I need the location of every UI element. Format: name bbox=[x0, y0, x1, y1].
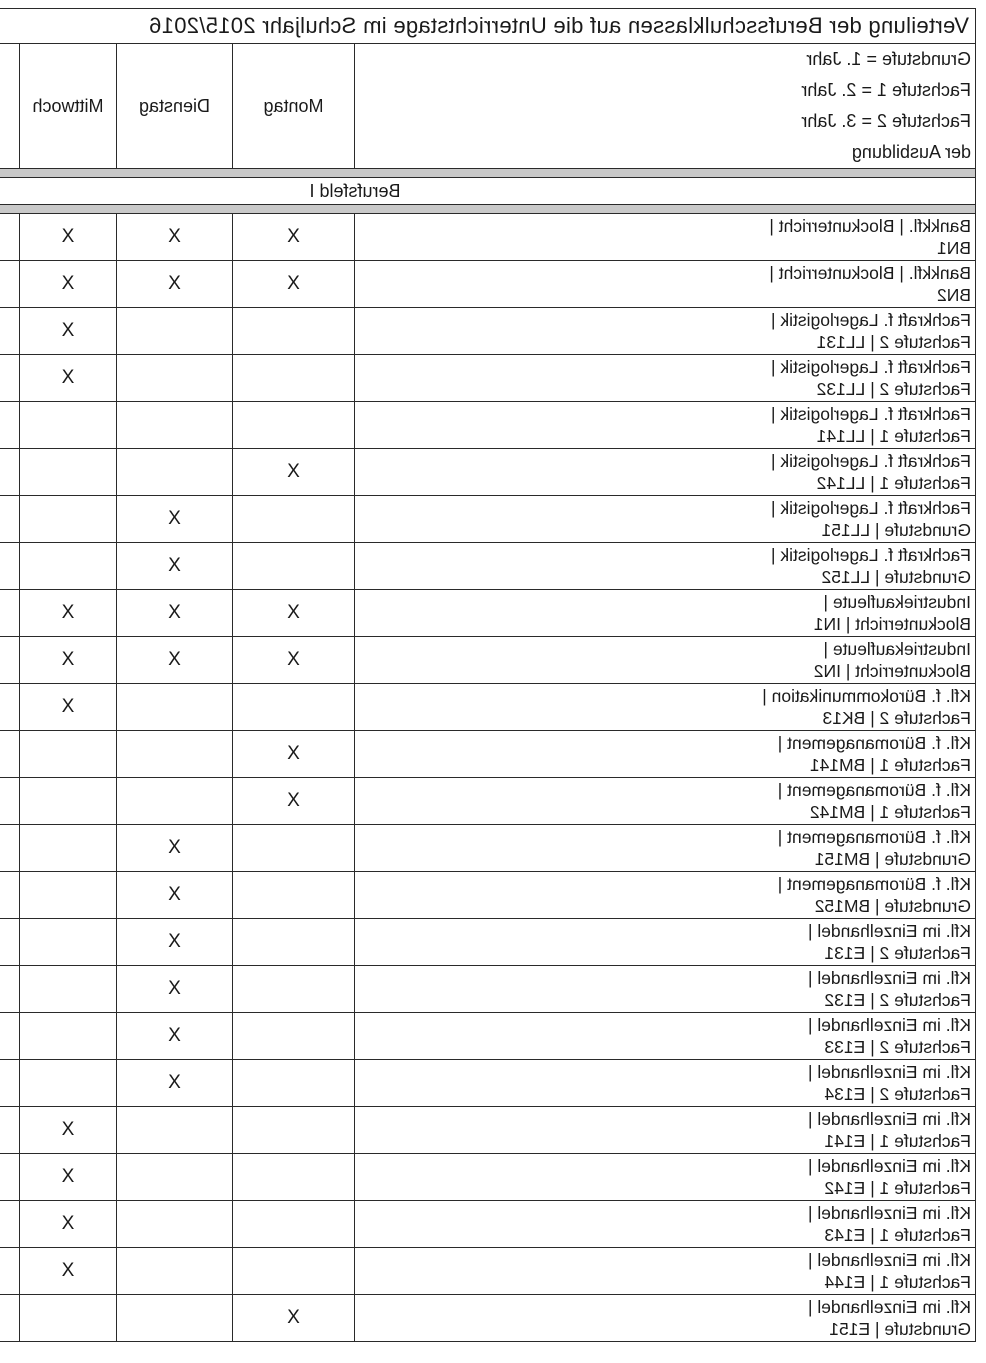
mark-mon bbox=[233, 496, 355, 543]
class-name-line2: Fachstufe 1 | LL142 bbox=[816, 473, 971, 493]
mark-mon bbox=[233, 308, 355, 355]
class-name-cell bbox=[355, 1201, 976, 1248]
mark-thu bbox=[0, 449, 20, 496]
class-name-line2: Fachstufe 1 | E143 bbox=[824, 1225, 971, 1245]
mark-tue bbox=[117, 402, 233, 449]
mark-thu bbox=[0, 872, 20, 919]
table-row bbox=[0, 496, 976, 543]
class-name-line1: Kfl. f. Büromanagement | bbox=[777, 780, 971, 800]
mark-wed bbox=[20, 496, 117, 543]
class-name-line2: Grundstufe | LL152 bbox=[821, 567, 971, 587]
class-name-line1: Kfl. im Einzelhandel | bbox=[807, 921, 971, 941]
class-name-cell bbox=[355, 308, 976, 355]
mark-wed bbox=[20, 1060, 117, 1107]
mark-thu bbox=[0, 214, 20, 261]
mark-tue: X bbox=[117, 590, 233, 637]
class-name-cell bbox=[355, 966, 976, 1013]
mark-thu bbox=[0, 1248, 20, 1295]
class-name-line2: Fachstufe 1 | E141 bbox=[824, 1131, 971, 1151]
class-name-cell bbox=[355, 731, 976, 778]
day-header-thursday bbox=[0, 44, 20, 169]
class-name-cell bbox=[355, 872, 976, 919]
class-name-cell bbox=[355, 825, 976, 872]
class-name-cell bbox=[355, 778, 976, 825]
mark-thu bbox=[0, 778, 20, 825]
mark-thu bbox=[0, 308, 20, 355]
table-row bbox=[0, 1107, 976, 1154]
class-name-cell bbox=[355, 496, 976, 543]
table-row bbox=[0, 402, 976, 449]
table-row bbox=[0, 872, 976, 919]
mark-tue: X bbox=[117, 214, 233, 261]
mark-tue: X bbox=[117, 825, 233, 872]
class-name-line2: Fachstufe 1 | BM142 bbox=[809, 802, 971, 822]
mark-wed: X bbox=[20, 1154, 117, 1201]
mark-thu bbox=[0, 543, 20, 590]
class-name-cell bbox=[355, 637, 976, 684]
mark-thu bbox=[0, 919, 20, 966]
mark-tue: X bbox=[117, 543, 233, 590]
mark-mon: X bbox=[233, 261, 355, 308]
class-name-line2: BN1 bbox=[936, 238, 971, 258]
class-name-line1: Kfl. im Einzelhandel | bbox=[807, 1015, 971, 1035]
mark-mon: X bbox=[233, 214, 355, 261]
mark-mon bbox=[233, 1154, 355, 1201]
mark-tue bbox=[117, 355, 233, 402]
class-name-line2: Fachstufe 2 | BK13 bbox=[822, 708, 971, 728]
mark-thu bbox=[0, 402, 20, 449]
table-title: Verteilung der Berufsschulklassen auf die Unterrichtstage im Schuljahr 2015/2016 bbox=[0, 9, 976, 44]
mark-wed: X bbox=[20, 590, 117, 637]
mark-thu bbox=[0, 496, 20, 543]
mark-tue bbox=[117, 1154, 233, 1201]
mark-thu bbox=[0, 1107, 20, 1154]
class-name-line1: Fachkraft f. Lagerlogistik | bbox=[770, 498, 971, 518]
separator-row bbox=[0, 169, 976, 178]
class-name-line1: Bankkfl. | Blockunterricht | bbox=[769, 263, 971, 283]
mark-tue: X bbox=[117, 496, 233, 543]
class-name-cell bbox=[355, 684, 976, 731]
table-row bbox=[0, 919, 976, 966]
class-name-line2: Fachstufe 2 | E131 bbox=[824, 943, 971, 963]
class-name-cell bbox=[355, 449, 976, 496]
class-name-line1: Kfl. im Einzelhandel | bbox=[807, 1156, 971, 1176]
class-name-cell bbox=[355, 1295, 976, 1342]
class-name-line1: Industriekaufleute | bbox=[823, 592, 971, 612]
class-name-line2: Fachstufe 1 | E142 bbox=[824, 1178, 971, 1198]
table-row bbox=[0, 261, 976, 308]
day-header-monday: Montag bbox=[233, 44, 355, 169]
class-name-line1: Kfl. im Einzelhandel | bbox=[807, 1109, 971, 1129]
class-name-line2: Fachstufe 2 | E134 bbox=[824, 1084, 971, 1104]
mark-mon bbox=[233, 1107, 355, 1154]
class-name-line1: Fachkraft f. Lagerlogistik | bbox=[770, 545, 971, 565]
mark-mon bbox=[233, 825, 355, 872]
class-name-line1: Kfl. im Einzelhandel | bbox=[807, 968, 971, 988]
class-name-cell bbox=[355, 402, 976, 449]
class-name-cell bbox=[355, 543, 976, 590]
class-name-cell bbox=[355, 1013, 976, 1060]
class-name-line2: Fachstufe 1 | LL141 bbox=[816, 426, 971, 446]
day-header-wednesday: Mittwoch bbox=[20, 44, 117, 169]
class-name-line2: Fachstufe 1 | E144 bbox=[824, 1272, 971, 1292]
mark-wed: X bbox=[20, 684, 117, 731]
class-name-line1: Kfl. f. Büromanagement | bbox=[777, 827, 971, 847]
class-name-line1: Kfl. f. Bürokommunikation | bbox=[762, 686, 971, 706]
mark-mon: X bbox=[233, 731, 355, 778]
table-row bbox=[0, 590, 976, 637]
mark-wed: X bbox=[20, 1107, 117, 1154]
class-name-cell bbox=[355, 1154, 976, 1201]
mark-wed bbox=[20, 1295, 117, 1342]
class-name-line1: Kfl. f. Büromanagement | bbox=[777, 874, 971, 894]
class-name-cell bbox=[355, 1248, 976, 1295]
mark-thu bbox=[0, 355, 20, 402]
class-name-cell bbox=[355, 590, 976, 637]
mark-wed: X bbox=[20, 1201, 117, 1248]
section-title: Berufsfeld I bbox=[0, 178, 976, 205]
mark-mon bbox=[233, 1248, 355, 1295]
mark-mon bbox=[233, 919, 355, 966]
mark-thu bbox=[0, 1013, 20, 1060]
table-row bbox=[0, 684, 976, 731]
section-row bbox=[0, 178, 976, 205]
class-name-line1: Fachkraft f. Lagerlogistik | bbox=[770, 404, 971, 424]
mark-wed bbox=[20, 1013, 117, 1060]
class-name-line2: Grundstufe | LL151 bbox=[821, 520, 971, 540]
mark-wed: X bbox=[20, 261, 117, 308]
mark-tue bbox=[117, 308, 233, 355]
class-name-line1: Fachkraft f. Lagerlogistik | bbox=[770, 310, 971, 330]
mark-thu bbox=[0, 1201, 20, 1248]
table-row bbox=[0, 1201, 976, 1248]
mark-wed: X bbox=[20, 214, 117, 261]
class-name-line2: Fachstufe 2 | E132 bbox=[824, 990, 971, 1010]
mark-tue: X bbox=[117, 1013, 233, 1060]
mark-mon: X bbox=[233, 1295, 355, 1342]
class-name-line2: Fachstufe 2 | LL131 bbox=[816, 332, 971, 352]
table-row bbox=[0, 1295, 976, 1342]
mark-wed bbox=[20, 825, 117, 872]
mark-tue: X bbox=[117, 966, 233, 1013]
table-row bbox=[0, 637, 976, 684]
mark-tue bbox=[117, 731, 233, 778]
separator bbox=[0, 169, 976, 178]
mark-tue bbox=[117, 1248, 233, 1295]
mark-mon bbox=[233, 872, 355, 919]
mark-thu bbox=[0, 1295, 20, 1342]
class-name-line1: Kfl. im Einzelhandel | bbox=[807, 1062, 971, 1082]
mark-tue bbox=[117, 449, 233, 496]
mark-mon bbox=[233, 1060, 355, 1107]
mark-tue bbox=[117, 1201, 233, 1248]
class-name-line2: Blockunterricht | IN1 bbox=[813, 614, 971, 634]
mark-wed: X bbox=[20, 308, 117, 355]
mark-mon bbox=[233, 543, 355, 590]
class-name-line1: Kfl. f. Büromanagement | bbox=[777, 733, 971, 753]
class-name-cell bbox=[355, 261, 976, 308]
mark-wed bbox=[20, 919, 117, 966]
class-name-line2: Grundstufe | BM151 bbox=[814, 849, 971, 869]
class-name-line1: Kfl. im Einzelhandel | bbox=[807, 1250, 971, 1270]
schedule-table bbox=[0, 8, 976, 1342]
class-name-cell bbox=[355, 919, 976, 966]
class-name-line1: Industriekaufleute | bbox=[823, 639, 971, 659]
mark-wed bbox=[20, 778, 117, 825]
mark-wed bbox=[20, 872, 117, 919]
mark-thu bbox=[0, 1154, 20, 1201]
class-name-line2: Fachstufe 1 | BM141 bbox=[809, 755, 971, 775]
mark-wed: X bbox=[20, 1248, 117, 1295]
mark-thu bbox=[0, 825, 20, 872]
separator bbox=[0, 205, 976, 214]
mark-thu bbox=[0, 261, 20, 308]
class-name-line2: Grundstufe | E151 bbox=[829, 1319, 971, 1339]
legend-line: Fachstufe 1 = 2. Jahr bbox=[801, 80, 971, 100]
mark-tue bbox=[117, 684, 233, 731]
class-name-line1: Bankkfl. | Blockunterricht | bbox=[769, 216, 971, 236]
class-name-line1: Fachkraft f. Lagerlogistik | bbox=[770, 357, 971, 377]
mark-thu bbox=[0, 684, 20, 731]
table-row bbox=[0, 1060, 976, 1107]
table-row bbox=[0, 825, 976, 872]
separator-row bbox=[0, 205, 976, 214]
class-name-cell bbox=[355, 1107, 976, 1154]
mark-thu bbox=[0, 1060, 20, 1107]
class-name-line1: Fachkraft f. Lagerlogistik | bbox=[770, 451, 971, 471]
class-name-line2: BN2 bbox=[936, 285, 971, 305]
mark-wed bbox=[20, 543, 117, 590]
mark-thu bbox=[0, 590, 20, 637]
mark-wed bbox=[20, 449, 117, 496]
class-name-cell bbox=[355, 355, 976, 402]
table-row bbox=[0, 731, 976, 778]
table-row bbox=[0, 1154, 976, 1201]
mark-mon bbox=[233, 684, 355, 731]
class-name-line1: Kfl. im Einzelhandel | bbox=[807, 1297, 971, 1317]
mark-mon bbox=[233, 1013, 355, 1060]
mark-wed bbox=[20, 402, 117, 449]
mark-thu bbox=[0, 731, 20, 778]
mark-tue: X bbox=[117, 1060, 233, 1107]
mark-tue: X bbox=[117, 637, 233, 684]
class-name-line2: Fachstufe 2 | E133 bbox=[824, 1037, 971, 1057]
class-name-cell bbox=[355, 214, 976, 261]
table-row bbox=[0, 308, 976, 355]
legend-line: der Ausbildung bbox=[851, 142, 971, 162]
table-row bbox=[0, 1013, 976, 1060]
class-name-line2: Grundstufe | BM152 bbox=[814, 896, 971, 916]
mark-thu bbox=[0, 637, 20, 684]
mark-mon: X bbox=[233, 590, 355, 637]
mark-tue: X bbox=[117, 919, 233, 966]
legend-line: Grundstufe = 1. Jahr bbox=[806, 49, 971, 69]
mark-mon bbox=[233, 402, 355, 449]
table-row bbox=[0, 543, 976, 590]
mark-mon bbox=[233, 966, 355, 1013]
mark-wed: X bbox=[20, 637, 117, 684]
mark-mon: X bbox=[233, 637, 355, 684]
mark-mon: X bbox=[233, 778, 355, 825]
mark-mon bbox=[233, 1201, 355, 1248]
class-name-line1: Kfl. im Einzelhandel | bbox=[807, 1203, 971, 1223]
title-row bbox=[0, 9, 976, 44]
mark-tue bbox=[117, 1107, 233, 1154]
table-row bbox=[0, 355, 976, 402]
table-row bbox=[0, 1248, 976, 1295]
mark-wed bbox=[20, 966, 117, 1013]
legend-line: Fachstufe 2 = 3. Jahr bbox=[801, 111, 971, 131]
mark-thu bbox=[0, 966, 20, 1013]
stage-legend bbox=[355, 44, 976, 169]
mark-wed bbox=[20, 731, 117, 778]
class-name-line2: Blockunterricht | IN2 bbox=[813, 661, 971, 681]
class-name-line2: Fachstufe 2 | LL132 bbox=[816, 379, 971, 399]
mark-tue: X bbox=[117, 261, 233, 308]
table-row bbox=[0, 778, 976, 825]
class-name-cell bbox=[355, 1060, 976, 1107]
table-row bbox=[0, 966, 976, 1013]
mark-tue bbox=[117, 1295, 233, 1342]
mark-mon: X bbox=[233, 449, 355, 496]
day-header-tuesday: Dienstag bbox=[117, 44, 233, 169]
mark-mon bbox=[233, 355, 355, 402]
mark-tue bbox=[117, 778, 233, 825]
table-row bbox=[0, 449, 976, 496]
mark-wed: X bbox=[20, 355, 117, 402]
header-row bbox=[0, 44, 976, 169]
table-row bbox=[0, 214, 976, 261]
mark-tue: X bbox=[117, 872, 233, 919]
